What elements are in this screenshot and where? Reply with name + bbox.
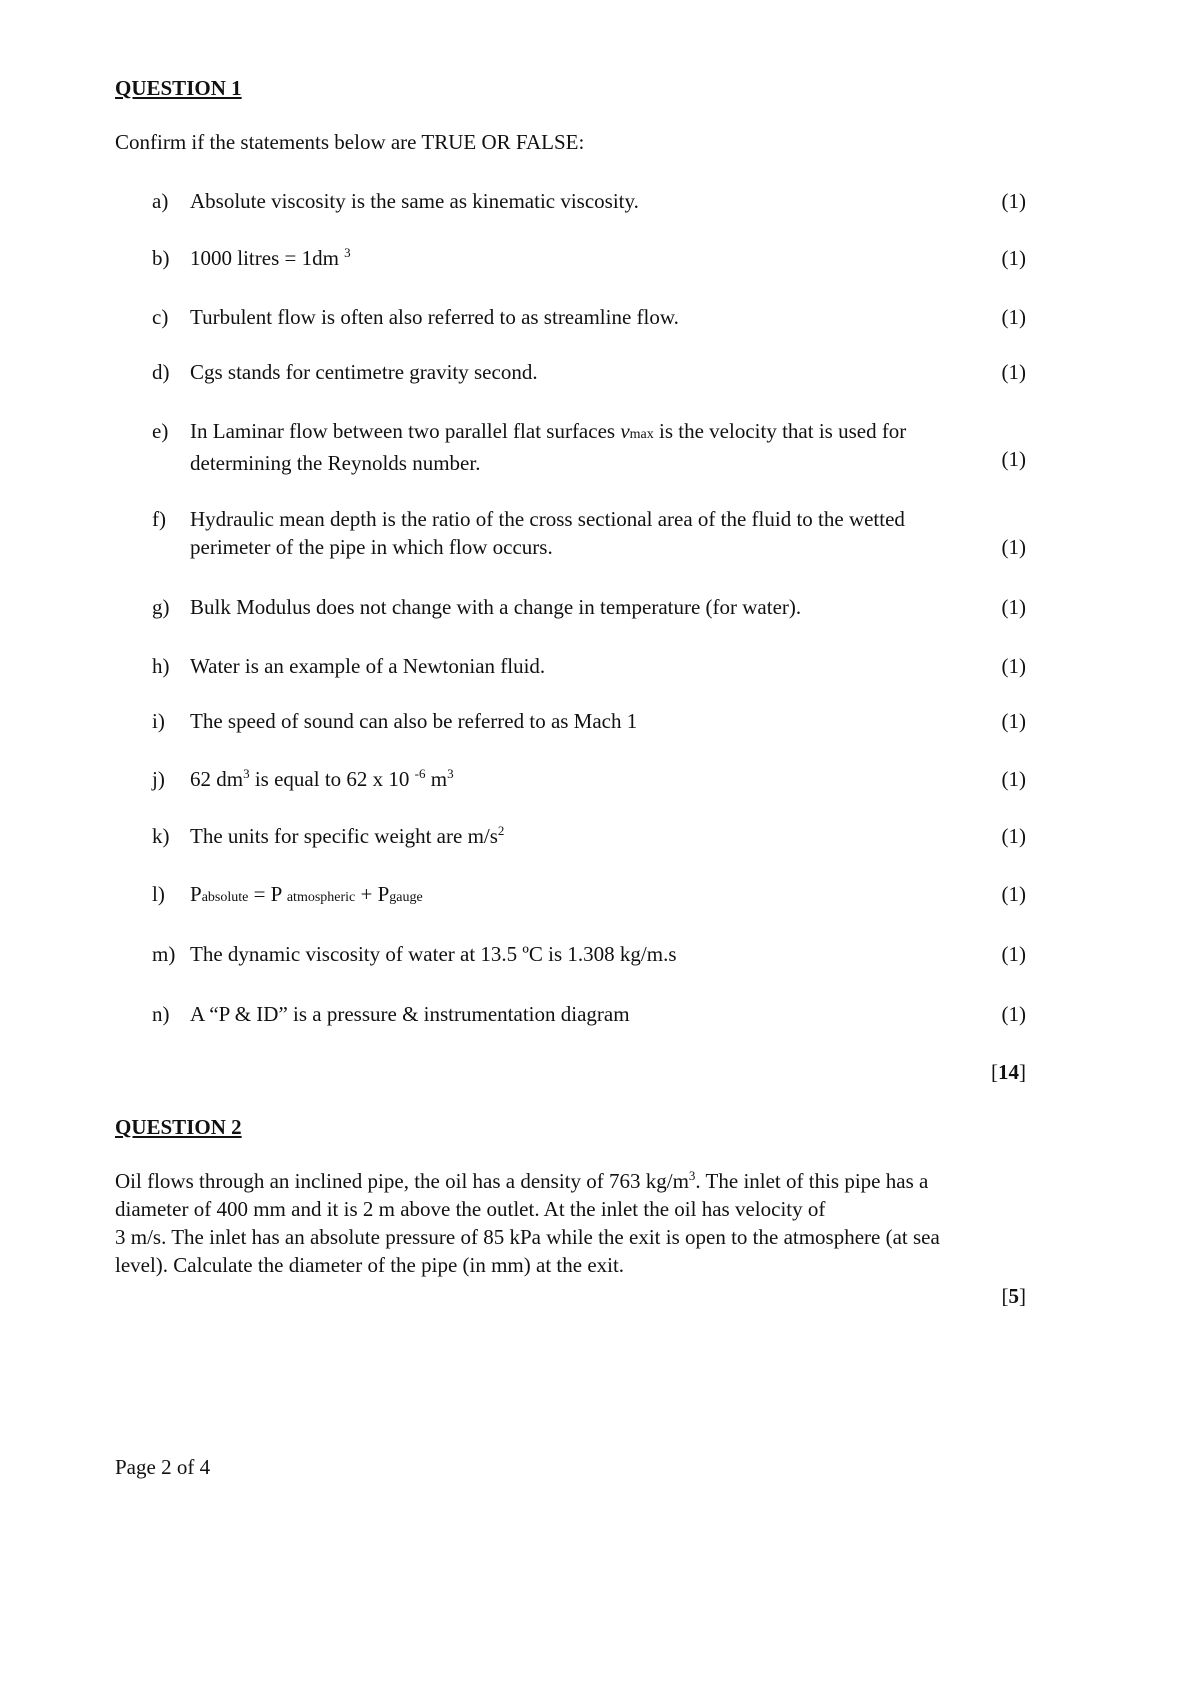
- item-text: The dynamic viscosity of water at 13.5 ºC is 1.308 kg/m.s: [190, 942, 677, 966]
- item-mark: (1): [1001, 1002, 1026, 1026]
- item-text: 1000 litres = 1dm $^3$: [190, 245, 351, 270]
- item-text: Pabsolute = P atmospheric + Pgauge: [190, 882, 423, 906]
- item-letter: l): [152, 882, 165, 906]
- item-letter: e): [152, 419, 169, 443]
- item-text: Turbulent flow is often also referred to as streamline flow.: [190, 305, 679, 329]
- item-text: 62 $dm^3$ is equal to 62 x 10 $^{-6}$ $m^3$: [190, 766, 454, 791]
- item-letter: j): [152, 767, 165, 791]
- item-mark: (1): [1001, 360, 1026, 384]
- item-letter: m): [152, 942, 176, 966]
- item-mark: (1): [1001, 767, 1026, 791]
- item-mark: (1): [1001, 654, 1026, 678]
- item-mark: (1): [1001, 709, 1026, 733]
- item-mark: (1): [1001, 246, 1026, 270]
- item-text: Cgs stands for centimetre gravity second.: [190, 360, 538, 384]
- item-mark: (1): [1001, 535, 1026, 559]
- item-letter: b): [152, 246, 170, 270]
- item-text: A “P & ID” is a pressure & instrumentation diagram: [190, 1002, 630, 1026]
- item-letter: k): [152, 824, 170, 848]
- item-mark: (1): [1001, 942, 1026, 966]
- item-mark: (1): [1001, 882, 1026, 906]
- item-mark: (1): [1001, 447, 1026, 471]
- question-2-total: [5]: [1001, 1284, 1026, 1308]
- item-letter: a): [152, 189, 169, 213]
- item-letter: d): [152, 360, 170, 384]
- question-1-total: [14]: [991, 1060, 1026, 1084]
- item-letter: i): [152, 709, 165, 733]
- item-text: The speed of sound can also be referred to as Mach 1: [190, 709, 638, 733]
- item-mark: (1): [1001, 595, 1026, 619]
- item-letter: g): [152, 595, 170, 619]
- item-mark: (1): [1001, 305, 1026, 329]
- item-text: The units for specific weight are $m/s^2$: [190, 823, 505, 848]
- item-text: Water is an example of a Newtonian fluid.: [190, 654, 546, 678]
- item-letter: h): [152, 654, 170, 678]
- item-letter: n): [152, 1002, 170, 1026]
- question-2-heading: QUESTION 2: [115, 1115, 242, 1139]
- item-mark: (1): [1001, 824, 1026, 848]
- item-text: Bulk Modulus does not change with a change in temperature (for water).: [190, 595, 802, 619]
- item-text: Hydraulic mean depth is the ratio of the cross sectional area of the fluid to the wetted perimeter of the pipe in which flow occurs.: [190, 507, 905, 559]
- item-text: In Laminar flow between two parallel flat surfaces vmax is the velocity that is used for determining the Reynolds number.: [190, 419, 907, 475]
- item-letter: f): [152, 507, 166, 531]
- question-1-instruction: Confirm if the statements below are TRUE OR FALSE:: [115, 130, 585, 154]
- item-letter: c): [152, 305, 169, 329]
- page-number: Page 2 of 4: [115, 1455, 211, 1479]
- question-2-text: Oil flows through an inclined pipe, the oil has a density of 763 $kg/m^3$. The inlet of this pipe has a diameter of 400 mm and it is 2 m above the outlet. At the inlet the oil has velocity of 3 m/s. The inlet has an absolute pressure of 85 kPa while the exit is open to the atmosphere (at sea level). Calculate the diameter of the pipe (in mm) at the exit.: [115, 1168, 940, 1277]
- item-mark: (1): [1001, 189, 1026, 213]
- item-text: Absolute viscosity is the same as kinematic viscosity.: [190, 189, 639, 213]
- question-1-heading: QUESTION 1: [115, 76, 242, 100]
